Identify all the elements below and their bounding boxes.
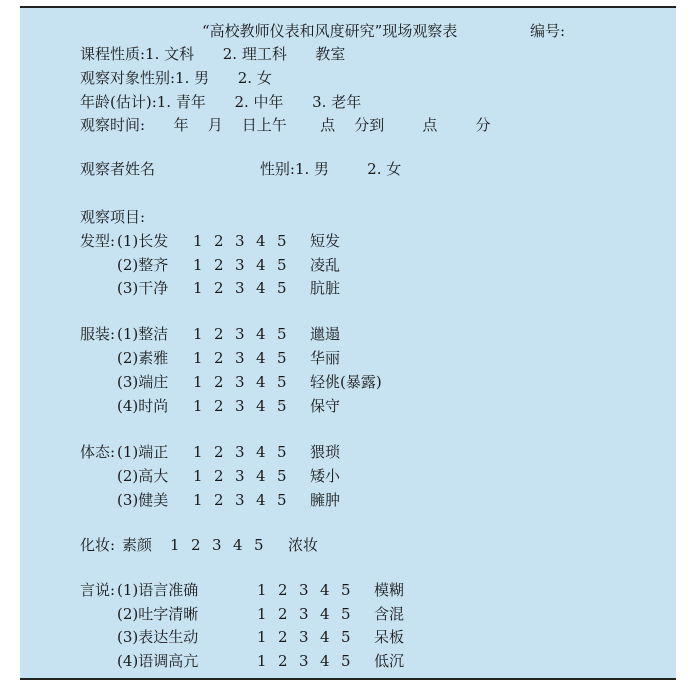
scale-value: 1: [257, 652, 267, 670]
scale-value: 5: [277, 279, 287, 297]
scale-value: 3: [235, 443, 245, 461]
rating-scale: [257, 652, 362, 670]
scale-value: 5: [277, 349, 287, 367]
rating-scale: [193, 467, 298, 485]
rating-scale: [193, 491, 298, 509]
scale-value: 2: [214, 397, 224, 415]
rating-scale: [257, 628, 362, 646]
scale-value: 5: [277, 467, 287, 485]
scale-value: 5: [277, 373, 287, 391]
scale-value: 2: [278, 605, 288, 623]
scale-value: 5: [277, 325, 287, 343]
form-number-label: 编号:: [530, 22, 566, 40]
scale-value: 1: [193, 325, 203, 343]
item-opposite: 含混: [374, 605, 405, 623]
scale-value: 4: [233, 536, 243, 554]
scale-value: 5: [277, 232, 287, 250]
item-label: (4)语调高亢: [117, 652, 199, 670]
scale-value: 4: [256, 256, 266, 274]
scale-value: 4: [320, 605, 330, 623]
observation-form: [20, 6, 676, 680]
rating-scale: [193, 232, 298, 250]
age-line: 年龄(估计):1. 青年 2. 中年 3. 老年: [80, 93, 362, 111]
scale-value: 5: [277, 256, 287, 274]
item-label: (2)整齐: [117, 256, 169, 274]
item-opposite: 猥琐: [310, 443, 341, 461]
scale-value: 4: [256, 443, 266, 461]
scale-value: 3: [299, 652, 309, 670]
category-label: 体态:: [80, 443, 116, 461]
item-opposite: 肮脏: [310, 279, 341, 297]
item-label: (3)健美: [117, 491, 169, 509]
item-label: (3)干净: [117, 279, 169, 297]
item-opposite: 呆板: [374, 628, 405, 646]
scale-value: 3: [299, 628, 309, 646]
category-label: 言说:: [80, 581, 116, 599]
rating-scale: [193, 349, 298, 367]
rating-scale: [257, 605, 362, 623]
item-label: (2)素雅: [117, 349, 169, 367]
item-label: (2)高大: [117, 467, 169, 485]
item-label: (3)端庄: [117, 373, 169, 391]
scale-value: 4: [256, 325, 266, 343]
scale-value: 4: [256, 467, 266, 485]
scale-value: 1: [193, 256, 203, 274]
scale-value: 5: [341, 628, 351, 646]
item-label: (4)时尚: [117, 397, 169, 415]
category-label: 服装:: [80, 325, 116, 343]
item-opposite: 模糊: [374, 581, 405, 599]
scale-value: 1: [193, 232, 203, 250]
scale-value: 2: [214, 232, 224, 250]
scale-value: 1: [193, 467, 203, 485]
scale-value: 3: [235, 467, 245, 485]
rating-scale: [170, 536, 275, 554]
scale-value: 4: [256, 491, 266, 509]
item-label: (2)吐字清晰: [117, 605, 199, 623]
scale-value: 2: [214, 443, 224, 461]
scale-value: 2: [278, 652, 288, 670]
scale-value: 1: [193, 349, 203, 367]
category-label: 发型:: [80, 232, 116, 250]
scale-value: 5: [277, 397, 287, 415]
scale-value: 2: [278, 628, 288, 646]
time-line: 观察时间: 年 月 日上午 点 分到 点 分: [80, 116, 491, 134]
scale-value: 5: [277, 443, 287, 461]
scale-value: 1: [193, 397, 203, 415]
rating-scale: [193, 443, 298, 461]
item-label: (1)整洁: [117, 325, 169, 343]
scale-value: 3: [235, 491, 245, 509]
scale-value: 4: [320, 581, 330, 599]
item-opposite: 臃肿: [310, 491, 341, 509]
scale-value: 3: [235, 232, 245, 250]
scale-value: 5: [277, 491, 287, 509]
scale-value: 3: [299, 581, 309, 599]
course-type-line: 课程性质:1. 文科 2. 理工科 教室: [80, 45, 346, 63]
scale-value: 3: [235, 349, 245, 367]
scale-value: 3: [235, 373, 245, 391]
scale-value: 3: [235, 256, 245, 274]
scale-value: 3: [235, 279, 245, 297]
item-label: (3)表达生动: [117, 628, 199, 646]
rating-scale: [193, 397, 298, 415]
scale-value: 4: [320, 652, 330, 670]
item-label: (1)长发: [117, 232, 169, 250]
scale-value: 4: [256, 279, 266, 297]
scale-value: 2: [214, 491, 224, 509]
scale-value: 5: [254, 536, 264, 554]
item-label: 素颜: [122, 536, 153, 554]
observer-line: 观察者姓名 性别:1. 男 2. 女: [80, 160, 402, 178]
rating-scale: [193, 279, 298, 297]
scale-value: 2: [191, 536, 201, 554]
scale-value: 4: [320, 628, 330, 646]
item-label: (1)端正: [117, 443, 169, 461]
scale-value: 4: [256, 349, 266, 367]
scale-value: 3: [235, 325, 245, 343]
item-opposite: 浓妆: [288, 536, 319, 554]
scale-value: 2: [214, 373, 224, 391]
scale-value: 1: [193, 443, 203, 461]
rating-scale: [257, 581, 362, 599]
scale-value: 5: [341, 605, 351, 623]
item-opposite: 低沉: [374, 652, 405, 670]
form-title: “高校教师仪表和风度研究”现场观察表: [202, 22, 458, 40]
rating-scale: [193, 373, 298, 391]
scale-value: 3: [299, 605, 309, 623]
scale-value: 1: [193, 491, 203, 509]
scale-value: 1: [257, 581, 267, 599]
scale-value: 3: [212, 536, 222, 554]
item-opposite: 华丽: [310, 349, 341, 367]
subject-gender-line: 观察对象性别:1. 男 2. 女: [80, 69, 272, 87]
scale-value: 1: [193, 279, 203, 297]
scale-value: 2: [214, 467, 224, 485]
scale-value: 2: [214, 349, 224, 367]
item-opposite: 凌乱: [310, 256, 341, 274]
item-opposite: 矮小: [310, 467, 341, 485]
scale-value: 2: [214, 325, 224, 343]
scale-value: 2: [278, 581, 288, 599]
item-label: (1)语言准确: [117, 581, 199, 599]
item-opposite: 保守: [310, 397, 341, 415]
scale-value: 4: [256, 397, 266, 415]
scale-value: 1: [193, 373, 203, 391]
item-opposite: 轻佻(暴露): [310, 373, 382, 391]
scale-value: 4: [256, 232, 266, 250]
scale-value: 2: [214, 256, 224, 274]
scale-value: 3: [235, 397, 245, 415]
item-opposite: 邋遢: [310, 325, 341, 343]
scale-value: 1: [257, 628, 267, 646]
scale-value: 5: [341, 581, 351, 599]
items-heading: 观察项目:: [80, 208, 146, 226]
scale-value: 1: [170, 536, 180, 554]
scale-value: 4: [256, 373, 266, 391]
category-label: 化妆:: [80, 536, 116, 554]
rating-scale: [193, 325, 298, 343]
scale-value: 5: [341, 652, 351, 670]
scale-value: 2: [214, 279, 224, 297]
scale-value: 1: [257, 605, 267, 623]
item-opposite: 短发: [310, 232, 341, 250]
rating-scale: [193, 256, 298, 274]
